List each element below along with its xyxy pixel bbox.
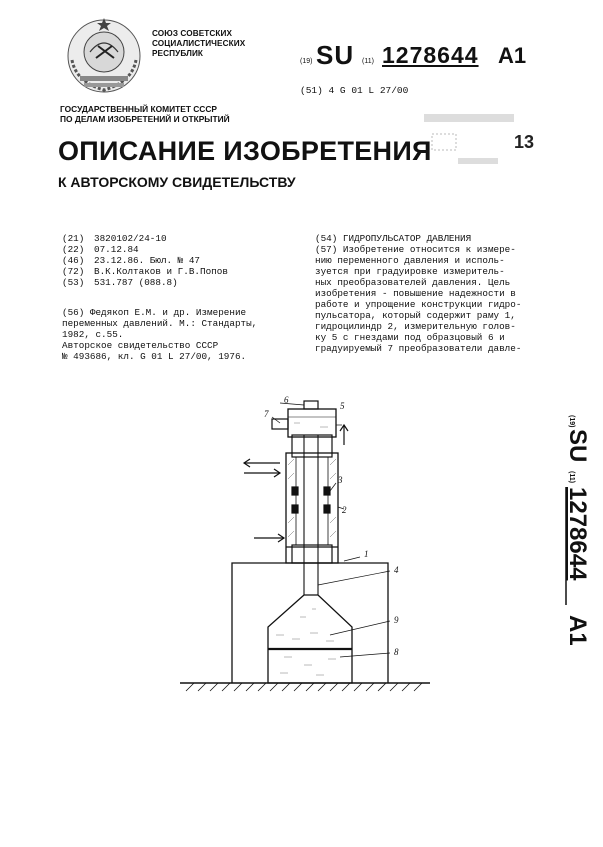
side-kind: A1 <box>564 615 591 646</box>
library-stamp <box>418 108 548 178</box>
biblio-row: (53) 531.787 (088.8) <box>62 277 178 288</box>
label-4: 4 <box>394 565 399 575</box>
country-code: SU <box>316 40 355 70</box>
biblio-row: (46) 23.12.86. Бюл. № 47 <box>62 255 201 266</box>
biblio-row: (21) 3820102/24-10 <box>62 233 167 244</box>
organization-block <box>152 29 245 59</box>
label-7: 7 <box>264 409 269 419</box>
abstract-line: пульсатора, который содержит раму 1, <box>315 310 516 321</box>
abstract-line: (54) ГИДРОПУЛЬСАТОР ДАВЛЕНИЯ <box>315 233 472 244</box>
biblio-row: (72) В.К.Колтаков и Г.В.Попов <box>62 266 228 277</box>
hydropulsator-drawing <box>180 395 440 695</box>
org-line: РЕСПУБЛИК <box>152 49 204 58</box>
abstract-line: нию переменного давления и исполь- <box>315 255 505 266</box>
abstract-line: зуется при градуировке измеритель- <box>315 266 505 277</box>
abstract-line: изобретения - повышение надежности в <box>315 288 516 299</box>
kind-code: A1 <box>498 43 527 68</box>
abstract-line: градуируемый 7 преобразователи давле- <box>315 343 522 354</box>
stamp-number: 13 <box>514 132 535 152</box>
committee-block <box>60 104 230 124</box>
label-5: 5 <box>340 401 345 411</box>
reference-line: (56) Федякоп Е.М. и др. Измерение <box>62 307 247 318</box>
biblio-row: (22) 07.12.84 <box>62 244 139 255</box>
side-code-11: (11) <box>568 471 575 484</box>
committee-line: ПО ДЕЛАМ ИЗОБРЕТЕНИЙ И ОТКРЫТИЙ <box>60 114 230 124</box>
side-country: SU <box>564 429 591 463</box>
publication-number <box>300 38 600 74</box>
code-11: (11) <box>362 58 374 65</box>
side-code-19: (19) <box>568 415 575 428</box>
patent-number: 1278644 <box>382 42 479 68</box>
reference-line: № 493686, кл. G 01 L 27/00, 1976. <box>62 351 247 362</box>
document-subtitle: К АВТОРСКОМУ СВИДЕТЕЛЬСТВУ <box>58 174 296 190</box>
side-number: 1278644 <box>564 487 591 581</box>
ipc-code: (51) 4 <box>300 85 335 96</box>
bibliographic-data <box>62 233 287 288</box>
code-19: (19) <box>300 58 313 65</box>
reference-line: переменных давлений. М.: Стандарты, <box>62 318 258 329</box>
org-line: СОЦИАЛИСТИЧЕСКИХ <box>152 39 246 48</box>
abstract-line: работе и упрощение конструкции гидро- <box>315 299 522 310</box>
org-line: СОЮЗ СОВЕТСКИХ <box>152 29 233 38</box>
abstract-line: (57) Изобретение относится к измере- <box>315 244 516 255</box>
label-1: 1 <box>364 549 369 559</box>
ipc-classification <box>300 85 408 96</box>
abstract <box>315 233 595 354</box>
abstract-line: ных преобразователей давления. Цель <box>315 277 511 288</box>
abstract-line: ку 5 с гнездами под образцовый 6 и <box>315 332 505 343</box>
state-emblem <box>60 10 148 98</box>
references <box>62 307 294 362</box>
label-2: 2 <box>342 505 347 515</box>
label-8: 8 <box>394 647 399 657</box>
side-patent-stamp <box>534 415 591 665</box>
committee-line: ГОСУДАРСТВЕННЫЙ КОМИТЕТ СССР <box>60 104 217 114</box>
ipc-value: G 01 L 27/00 <box>339 85 409 96</box>
reference-line: 1982, с.55. <box>62 329 124 340</box>
abstract-line: гидроцилиндр 2, измерительную голов- <box>315 321 516 332</box>
label-6: 6 <box>284 395 289 405</box>
label-9: 9 <box>394 615 399 625</box>
reference-line: Авторское свидетельство СССР <box>62 340 219 351</box>
document-title: ОПИСАНИЕ ИЗОБРЕТЕНИЯ <box>58 136 432 166</box>
label-3: 3 <box>338 475 343 485</box>
